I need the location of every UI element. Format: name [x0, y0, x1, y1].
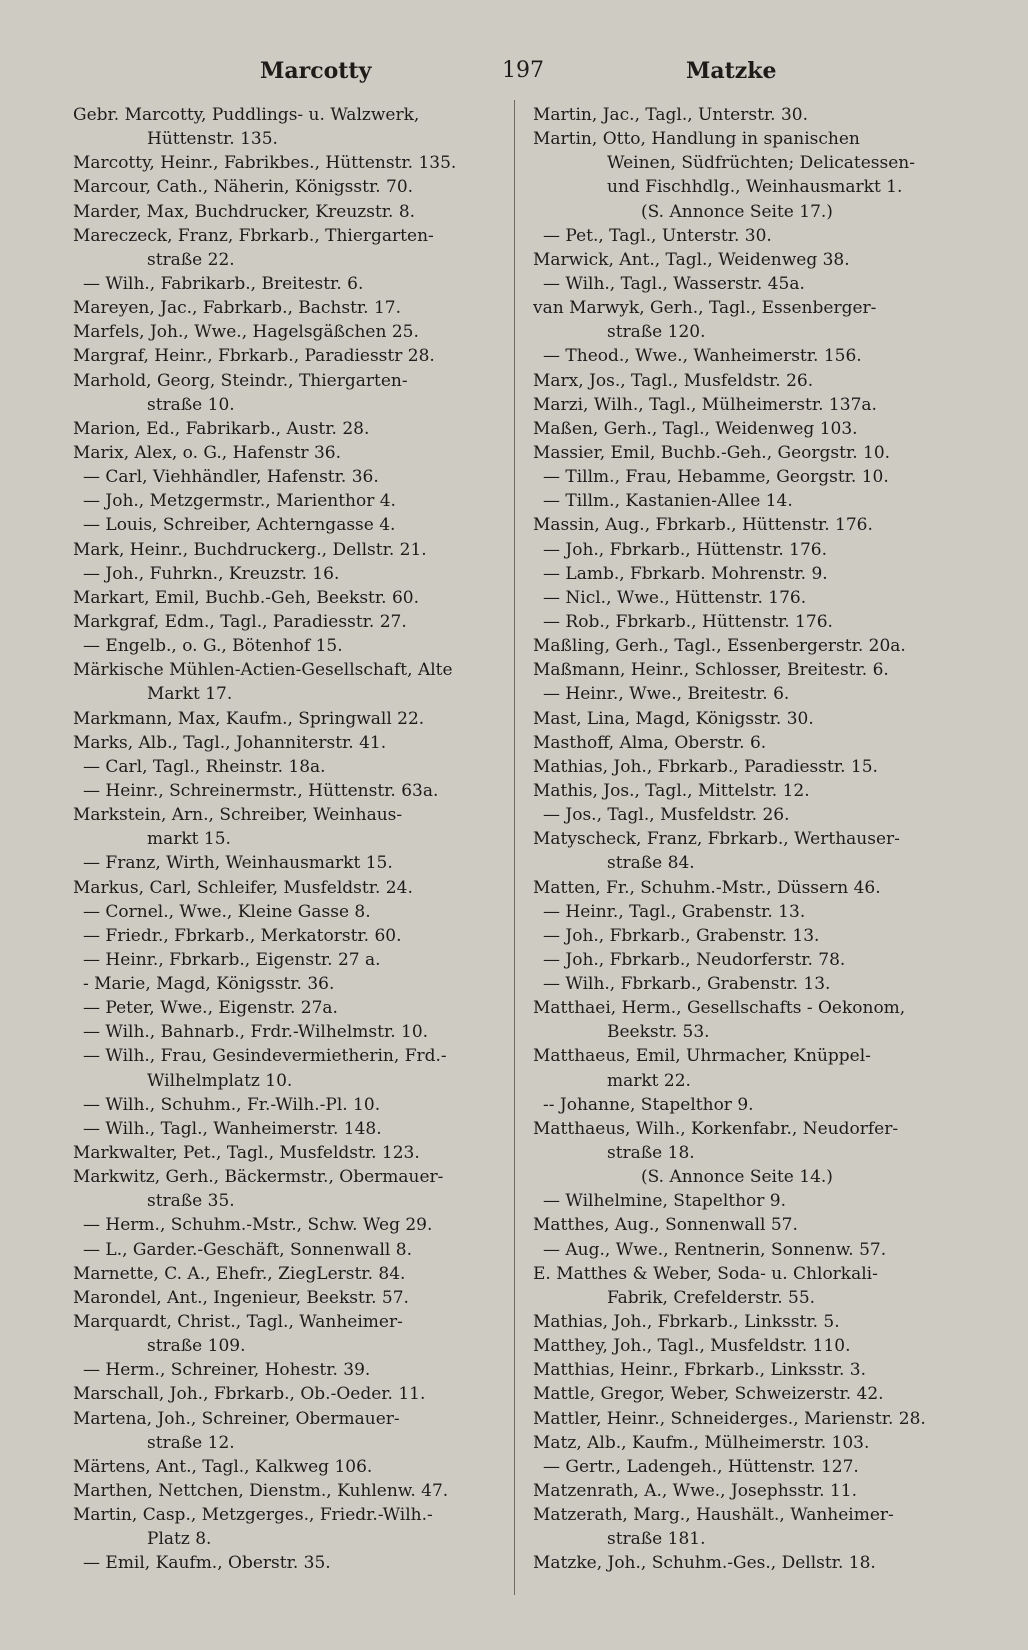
directory-entry-line: - Marie, Magd, Königsstr. 36. — [83, 974, 335, 995]
directory-entry-line: Mathias, Joh., Fbrkarb., Paradiesstr. 15. — [533, 756, 878, 777]
directory-entry-line: Fabrik, Crefelderstr. 55. — [607, 1287, 816, 1308]
directory-entry-line: Marder, Max, Buchdrucker, Kreuzstr. 8. — [73, 201, 416, 222]
directory-entry-line: — Joh., Fuhrkn., Kreuzstr. 16. — [83, 563, 340, 584]
left-column — [73, 103, 507, 1576]
directory-entry-line: Markart, Emil, Buchb.-Geh, Beekstr. 60. — [73, 587, 419, 608]
directory-entry-line: — Peter, Wwe., Eigenstr. 27a. — [83, 998, 338, 1019]
directory-entry-line: Maßmann, Heinr., Schlosser, Breitestr. 6. — [533, 660, 889, 681]
directory-entry-line: markt 22. — [607, 1070, 691, 1091]
directory-entry-line: (S. Annonce Seite 14.) — [641, 1167, 833, 1188]
directory-entry-line: — Herm., Schreiner, Hohestr. 39. — [83, 1360, 371, 1381]
page-number: 197 — [502, 58, 544, 83]
directory-entry-line: — Wilh., Tagl., Wanheimerstr. 148. — [83, 1118, 382, 1139]
directory-entry-line: — Pet., Tagl., Unterstr. 30. — [543, 225, 772, 246]
directory-entry-line: — L., Garder.-Geschäft, Sonnenwall 8. — [83, 1239, 412, 1260]
directory-entry-line: Weinen, Südfrüchten; Delicatessen- — [607, 153, 915, 174]
directory-entry-line: — Tillm., Frau, Hebamme, Georgstr. 10. — [543, 467, 889, 488]
directory-entry-line: Markstein, Arn., Schreiber, Weinhaus- — [73, 805, 403, 826]
directory-entry-line: Matthey, Joh., Tagl., Musfeldstr. 110. — [533, 1336, 851, 1357]
directory-entry-line: Marondel, Ant., Ingenieur, Beekstr. 57. — [73, 1287, 409, 1308]
directory-entry-line: Markwalter, Pet., Tagl., Musfeldstr. 123. — [73, 1143, 420, 1164]
directory-entry-line: -- Johanne, Stapelthor 9. — [543, 1094, 754, 1115]
directory-entry-line: Marion, Ed., Fabrikarb., Austr. 28. — [73, 418, 370, 439]
directory-entry-line: Margraf, Heinr., Fbrkarb., Paradiesstr 28. — [73, 346, 435, 367]
directory-entry-line: straße 12. — [147, 1432, 235, 1453]
directory-entry-line: Märkische Mühlen-Actien-Gesellschaft, Alte — [73, 660, 453, 681]
directory-entry-line: straße 22. — [147, 249, 235, 270]
directory-entry-line: Markt 17. — [147, 684, 233, 705]
directory-entry-line: — Nicl., Wwe., Hüttenstr. 176. — [543, 587, 807, 608]
header-last-name: Matzke — [686, 58, 777, 84]
directory-entry-line: straße 84. — [607, 853, 695, 874]
directory-entry-line: — Joh., Fbrkarb., Neudorferstr. 78. — [543, 949, 846, 970]
directory-entry-line: — Heinr., Schreinermstr., Hüttenstr. 63a. — [83, 780, 439, 801]
directory-entry-line: — Theod., Wwe., Wanheimerstr. 156. — [543, 346, 862, 367]
directory-entry-line: — Joh., Fbrkarb., Grabenstr. 13. — [543, 925, 820, 946]
directory-entry-line: Mark, Heinr., Buchdruckerg., Dellstr. 21. — [73, 539, 427, 560]
directory-entry-line: — Wilh., Frau, Gesindevermietherin, Frd.- — [83, 1046, 447, 1067]
directory-entry-line: Matthaei, Herm., Gesellschafts - Oekonom, — [533, 998, 906, 1019]
directory-entry-line: Markwitz, Gerh., Bäckermstr., Obermauer- — [73, 1167, 444, 1188]
directory-entry-line: — Emil, Kaufm., Oberstr. 35. — [83, 1553, 331, 1574]
directory-entry-line: Marthen, Nettchen, Dienstm., Kuhlenw. 47. — [73, 1481, 449, 1502]
directory-entry-line: Matthias, Heinr., Fbrkarb., Linksstr. 3. — [533, 1360, 867, 1381]
directory-entry-line: Gebr. Marcotty, Puddlings- u. Walzwerk, — [73, 105, 420, 125]
directory-entry-line: — Cornel., Wwe., Kleine Gasse 8. — [83, 901, 371, 922]
directory-entry-line: Marzi, Wilh., Tagl., Mülheimerstr. 137a. — [533, 394, 877, 415]
right-column — [533, 103, 967, 1576]
directory-entry-line: — Wilh., Bahnarb., Frdr.-Wilhelmstr. 10. — [83, 1022, 429, 1043]
directory-entry-line: Massier, Emil, Buchb.-Geh., Georgstr. 10. — [533, 442, 891, 463]
directory-entry-line: Marschall, Joh., Fbrkarb., Ob.-Oeder. 11. — [73, 1384, 426, 1405]
directory-entry-line: — Wilh., Fabrikarb., Breitestr. 6. — [83, 273, 364, 294]
directory-entry-line: Matzerath, Marg., Haushält., Wanheimer- — [533, 1505, 894, 1526]
directory-entry-line: Mareyen, Jac., Fabrkarb., Bachstr. 17. — [73, 298, 402, 319]
directory-entry-line: — Herm., Schuhm.-Mstr., Schw. Weg 29. — [83, 1215, 433, 1236]
directory-entry-line: — Wilh., Tagl., Wasserstr. 45a. — [543, 273, 805, 294]
directory-entry-line: straße 181. — [607, 1529, 706, 1550]
directory-entry-line: Matthaeus, Emil, Uhrmacher, Knüppel- — [533, 1046, 871, 1067]
directory-entry-line: Mathis, Jos., Tagl., Mittelstr. 12. — [533, 780, 810, 801]
directory-entry-line: Martena, Joh., Schreiner, Obermauer- — [73, 1408, 400, 1429]
directory-entry-line: Wilhelmplatz 10. — [147, 1070, 293, 1091]
directory-entry-line: Marhold, Georg, Steindr., Thiergarten- — [73, 370, 408, 391]
directory-entry-line: Mast, Lina, Magd, Königsstr. 30. — [533, 708, 814, 729]
directory-entry-line: — Wilhelmine, Stapelthor 9. — [543, 1191, 787, 1212]
directory-entry-line: Marfels, Joh., Wwe., Hagelsgäßchen 25. — [73, 322, 419, 343]
directory-entry-line: Platz 8. — [147, 1529, 212, 1550]
directory-entry-line: Maßen, Gerh., Tagl., Weidenweg 103. — [533, 418, 858, 439]
directory-entry-line: — Heinr., Fbrkarb., Eigenstr. 27 a. — [83, 949, 381, 970]
directory-entry-line: Mattler, Heinr., Schneiderges., Marienstr. 28. — [533, 1408, 926, 1429]
directory-entry-line: Maßling, Gerh., Tagl., Essenbergerstr. 20a. — [533, 636, 906, 657]
directory-entry-line: Massin, Aug., Fbrkarb., Hüttenstr. 176. — [533, 515, 873, 536]
directory-entry-line: Marx, Jos., Tagl., Musfeldstr. 26. — [533, 370, 814, 391]
directory-entry-line: markt 15. — [147, 829, 231, 850]
directory-entry-line: straße 109. — [147, 1336, 246, 1357]
directory-entry-line: — Heinr., Wwe., Breitestr. 6. — [543, 684, 790, 705]
page-header — [70, 58, 970, 94]
directory-entry-line: — Joh., Fbrkarb., Hüttenstr. 176. — [543, 539, 827, 560]
directory-entry-line: Martin, Casp., Metzgerges., Friedr.-Wilh.- — [73, 1505, 433, 1526]
directory-entry-line: Martin, Otto, Handlung in spanischen — [533, 129, 860, 150]
directory-entry-line: Matzenrath, A., Wwe., Josephsstr. 11. — [533, 1481, 858, 1502]
directory-entry-line: Matyscheck, Franz, Fbrkarb., Werthauser- — [533, 829, 900, 850]
directory-entry-line: Marquardt, Christ., Tagl., Wanheimer- — [73, 1312, 403, 1333]
directory-entry-line: Beekstr. 53. — [607, 1022, 710, 1043]
directory-entry-line: — Franz, Wirth, Weinhausmarkt 15. — [83, 853, 393, 874]
directory-entry-line: — Gertr., Ladengeh., Hüttenstr. 127. — [543, 1456, 859, 1477]
directory-entry-line: Markgraf, Edm., Tagl., Paradiesstr. 27. — [73, 611, 407, 632]
directory-entry-line: straße 10. — [147, 394, 235, 415]
directory-entry-line: — Wilh., Schuhm., Fr.-Wilh.-Pl. 10. — [83, 1094, 381, 1115]
directory-entry-line: Markus, Carl, Schleifer, Musfeldstr. 24. — [73, 877, 413, 898]
directory-entry-line: Marks, Alb., Tagl., Johanniterstr. 41. — [73, 732, 387, 753]
directory-entry-line: Hüttenstr. 135. — [147, 129, 278, 150]
directory-entry-line: — Carl, Tagl., Rheinstr. 18a. — [83, 756, 326, 777]
directory-entry-line: Mattle, Gregor, Weber, Schweizerstr. 42. — [533, 1384, 884, 1405]
directory-entry-line: van Marwyk, Gerh., Tagl., Essenberger- — [533, 298, 877, 319]
column-divider — [514, 100, 515, 1595]
directory-entry-line: (S. Annonce Seite 17.) — [641, 201, 833, 222]
directory-entry-line: — Engelb., o. G., Bötenhof 15. — [83, 636, 343, 657]
directory-entry-line: — Joh., Metzgermstr., Marienthor 4. — [83, 491, 396, 512]
directory-entry-line: Masthoff, Alma, Oberstr. 6. — [533, 732, 767, 753]
directory-entry-line: — Tillm., Kastanien-Allee 14. — [543, 491, 793, 512]
directory-entry-line: straße 35. — [147, 1191, 235, 1212]
directory-entry-line: — Lamb., Fbrkarb. Mohrenstr. 9. — [543, 563, 828, 584]
directory-entry-line: — Aug., Wwe., Rentnerin, Sonnenw. 57. — [543, 1239, 887, 1260]
directory-entry-line: Matthaeus, Wilh., Korkenfabr., Neudorfer- — [533, 1118, 899, 1139]
directory-entry-line: Matthes, Aug., Sonnenwall 57. — [533, 1215, 798, 1236]
directory-entry-line: — Rob., Fbrkarb., Hüttenstr. 176. — [543, 611, 833, 632]
directory-entry-line: Matz, Alb., Kaufm., Mülheimerstr. 103. — [533, 1432, 870, 1453]
directory-entry-line: Markmann, Max, Kaufm., Springwall 22. — [73, 708, 425, 729]
directory-entry-line: — Jos., Tagl., Musfeldstr. 26. — [543, 805, 790, 826]
directory-entry-line: und Fischhdlg., Weinhausmarkt 1. — [607, 177, 903, 198]
directory-entry-line: Marnette, C. A., Ehefr., ZiegLerstr. 84. — [73, 1263, 406, 1284]
directory-entry-line: — Wilh., Fbrkarb., Grabenstr. 13. — [543, 974, 831, 995]
directory-entry-line: — Heinr., Tagl., Grabenstr. 13. — [543, 901, 806, 922]
directory-entry-line: Märtens, Ant., Tagl., Kalkweg 106. — [73, 1456, 373, 1477]
header-first-name: Marcotty — [260, 58, 372, 84]
directory-entry-line: Marcotty, Heinr., Fabrikbes., Hüttenstr. 135. — [73, 153, 457, 174]
directory-entry-line: Marcour, Cath., Näherin, Königsstr. 70. — [73, 177, 414, 198]
directory-entry-line: — Friedr., Fbrkarb., Merkatorstr. 60. — [83, 925, 402, 946]
directory-entry-line: Martin, Jac., Tagl., Unterstr. 30. — [533, 105, 809, 125]
directory-entry-line: Marwick, Ant., Tagl., Weidenweg 38. — [533, 249, 850, 270]
directory-entry-line: straße 18. — [607, 1143, 695, 1164]
directory-entry-line: Matten, Fr., Schuhm.-Mstr., Düssern 46. — [533, 877, 881, 898]
directory-entry-line: Mathias, Joh., Fbrkarb., Linksstr. 5. — [533, 1312, 840, 1333]
directory-entry-line: — Carl, Viehhändler, Hafenstr. 36. — [83, 467, 379, 488]
directory-entry-line: E. Matthes & Weber, Soda- u. Chlorkali- — [533, 1263, 878, 1284]
directory-entry-line: Marix, Alex, o. G., Hafenstr 36. — [73, 442, 341, 463]
directory-entry-line: Matzke, Joh., Schuhm.-Ges., Dellstr. 18. — [533, 1553, 876, 1574]
directory-entry-line: straße 120. — [607, 322, 706, 343]
directory-entry-line: Mareczeck, Franz, Fbrkarb., Thiergarten- — [73, 225, 434, 246]
directory-entry-line: — Louis, Schreiber, Achterngasse 4. — [83, 515, 396, 536]
